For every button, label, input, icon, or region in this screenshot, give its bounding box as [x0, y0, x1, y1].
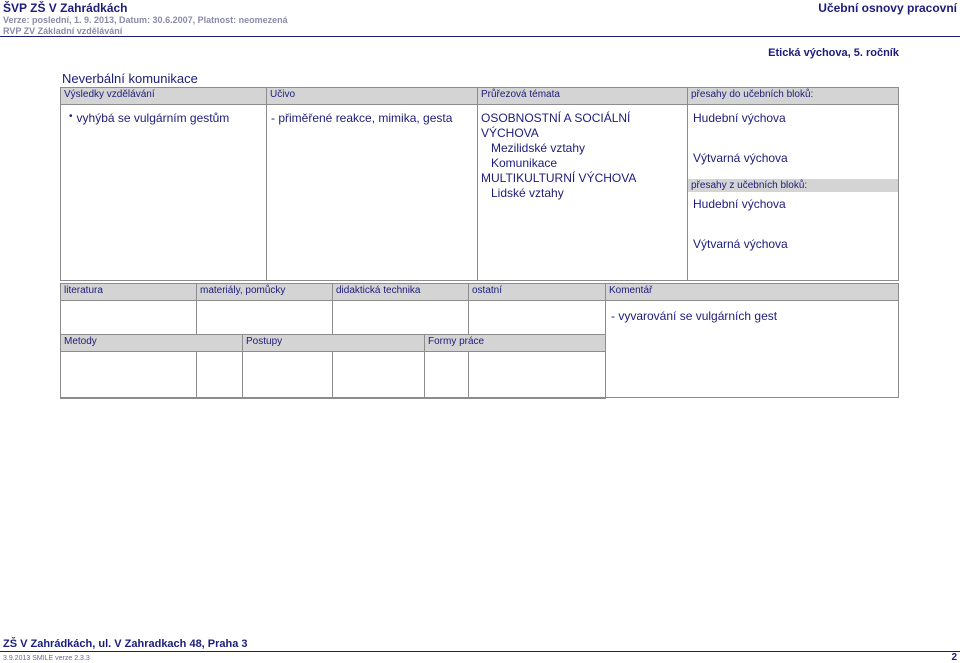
page-number: 2 [951, 652, 957, 663]
document-type: Učební osnovy pracovní [818, 1, 957, 15]
metody-cell [61, 352, 243, 399]
col-header-literatura: literatura [61, 284, 197, 301]
col-header-outcomes: Výsledky vzdělávání [61, 88, 267, 105]
col-header-postupy: Postupy [243, 335, 425, 352]
topic-title: Neverbální komunikace [62, 71, 198, 86]
outcome-text: vyhýbá se vulgárním gestům [76, 111, 230, 125]
version-info: Verze: poslední, 1. 9. 2013, Datum: 30.6.2007, Platnost: neomezená [3, 15, 288, 25]
rvp-label: RVP ZV Základní vzdělávání [3, 26, 123, 36]
ucivo-text: - přiměřené reakce, mimika, gesta [271, 111, 453, 125]
col-header-themes: Průřezová témata [478, 88, 688, 105]
komentar-text: - vyvarování se vulgárních gest [611, 309, 778, 323]
theme-item: Komunikace [491, 156, 558, 170]
col-header-materialy: materiály, pomůcky [197, 284, 333, 301]
presah-do-item: Hudební výchova [693, 111, 786, 125]
col-header-formy: Formy práce [425, 335, 606, 352]
col-header-komentar: Komentář [606, 284, 899, 301]
footer-divider [0, 651, 960, 652]
outcomes-table [60, 87, 899, 281]
theme-item: Mezilidské vztahy [491, 141, 586, 155]
outcomes-cell [61, 105, 267, 281]
subject-title: Etická výchova, 5. ročník [768, 47, 899, 59]
list-item [61, 105, 266, 125]
col-header-metody: Metody [61, 335, 243, 352]
footer-address: ZŠ V Zahrádkách, ul. V Zahradkach 48, Praha 3 [3, 638, 248, 650]
theme-item: MULTIKULTURNÍ VÝCHOVA [481, 171, 637, 185]
presah-do-item: Výtvarná výchova [693, 151, 788, 165]
presah-z-item: Hudební výchova [693, 197, 786, 211]
postupy-cell [243, 352, 425, 399]
themes-list [478, 105, 687, 201]
methods-table [60, 334, 606, 399]
ucivo-cell [267, 105, 478, 281]
col-header-ucivo: Učivo [267, 88, 478, 105]
theme-item: Lidské vztahy [491, 186, 564, 200]
footer-software: 3.9.2013 SMILE verze 2.3.3 [3, 655, 90, 662]
bullet-icon: • [69, 111, 73, 122]
theme-item: OSOBNOSTNÍ A SOCIÁLNÍ VÝCHOVA [481, 111, 631, 140]
formy-cell [425, 352, 606, 399]
header-divider [0, 36, 960, 37]
themes-cell [478, 105, 688, 281]
presah-z-item: Výtvarná výchova [693, 237, 788, 251]
school-name: ŠVP ZŠ V Zahrádkách [3, 1, 128, 15]
presahy-cell [688, 105, 899, 281]
komentar-cell [606, 301, 899, 398]
col-header-presahy-do: přesahy do učebních bloků: [688, 88, 899, 105]
col-header-technika: didaktická technika [333, 284, 469, 301]
presahy-z-header: přesahy z učebních bloků: [688, 179, 898, 192]
col-header-ostatni: ostatní [469, 284, 606, 301]
